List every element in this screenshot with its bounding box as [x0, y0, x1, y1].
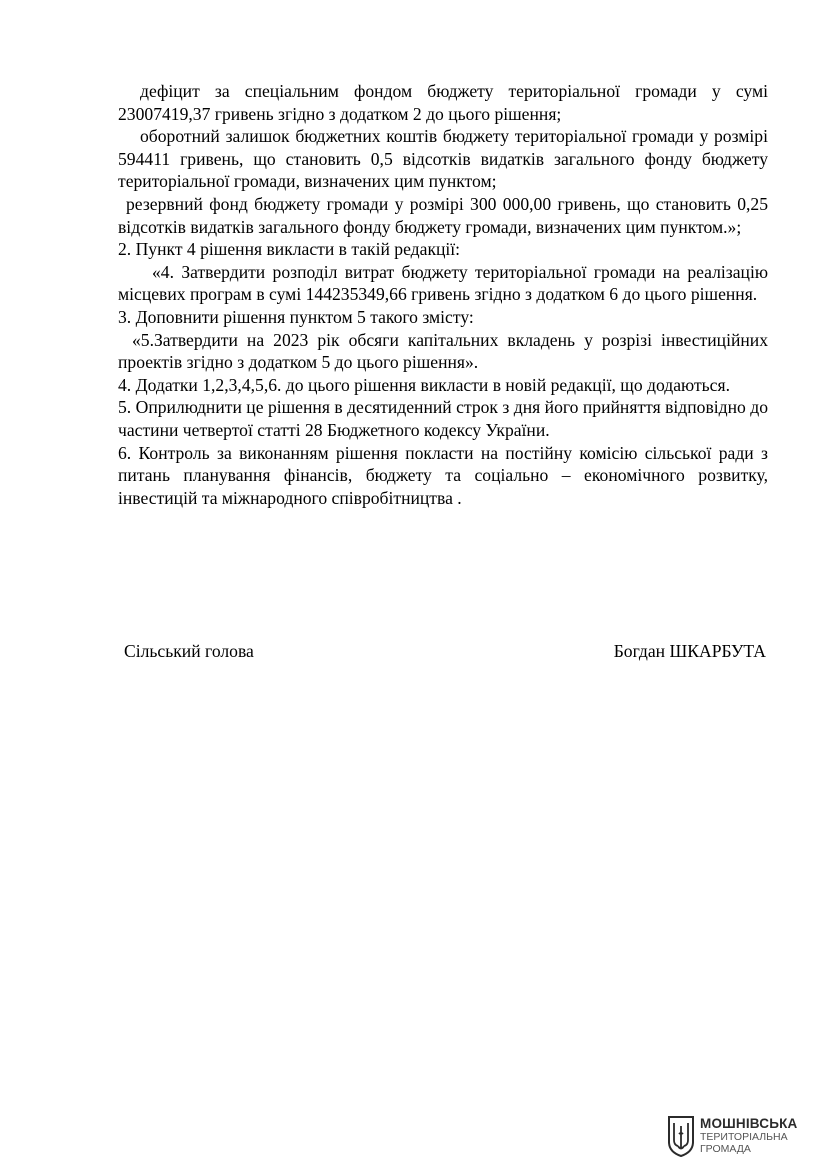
- paragraph-item-5-quote: «5.Затвердити на 2023 рік обсяги капітальних вкладень у розрізі інвестиційних проектів згідно з додатком 5 до цього рішення».: [118, 329, 768, 373]
- trident-icon: [666, 1114, 696, 1158]
- paragraph-item-5: 5. Оприлюднити це рішення в десятиденний строк з дня його прийняття відповідно до частини четвертої статті 28 Бюджетного кодексу України.: [118, 397, 768, 440]
- signature-block: [124, 640, 766, 662]
- paragraph-item-4-quote: «4. Затвердити розподіл витрат бюджету територіальної громади на реалізацію місцевих програм в сумі 144235349,66 гривень згідно з додатком 6 до цього рішення.: [118, 261, 768, 305]
- paragraph-item-4: 4. Додатки 1,2,3,4,5,6. до цього рішення викласти в новій редакції, що додаються.: [118, 374, 730, 395]
- logo-line-3: ГРОМАДА: [700, 1143, 751, 1155]
- signature-name: Богдан ШКАРБУТА: [613, 641, 766, 661]
- signature-position: Сільський голова: [124, 641, 254, 661]
- paragraph-reserve-fund: резервний фонд бюджету громади у розмірі 300 000,00 гривень, що становить 0,25 відсотків видатків загального фонду бюджету громади, визначених цим пунктом.»;: [118, 193, 768, 237]
- logo-text: [700, 1117, 798, 1155]
- logo-line-2: ТЕРИТОРІАЛЬНА: [700, 1131, 788, 1143]
- paragraph-working-balance: оборотний залишок бюджетних коштів бюджету територіальної громади у розмірі 594411 гривень, що становить 0,5 відсотків видатків загального фонду бюджету територіальної громади, визначених цим пунктом;: [118, 126, 768, 192]
- paragraph-item-2: 2. Пункт 4 рішення викласти в такій редакції:: [118, 239, 461, 260]
- paragraph-item-6: 6. Контроль за виконанням рішення покласти на постійну комісію сільської ради з питань планування фінансів, бюджету та соціально – економічного розвитку, інвестицій та міжнародного співробітництва .: [118, 442, 768, 508]
- paragraph-item-3: 3. Доповнити рішення пунктом 5 такого змісту:: [118, 306, 474, 327]
- document-body: [118, 80, 768, 509]
- footer-logo: [666, 1114, 816, 1158]
- logo-line-1: МОШНІВСЬКА: [700, 1116, 798, 1131]
- paragraph-deficit: дефіцит за спеціальним фондом бюджету територіальної громади у сумі 23007419,37 гривень згідно з додатком 2 до цього рішення;: [118, 81, 768, 124]
